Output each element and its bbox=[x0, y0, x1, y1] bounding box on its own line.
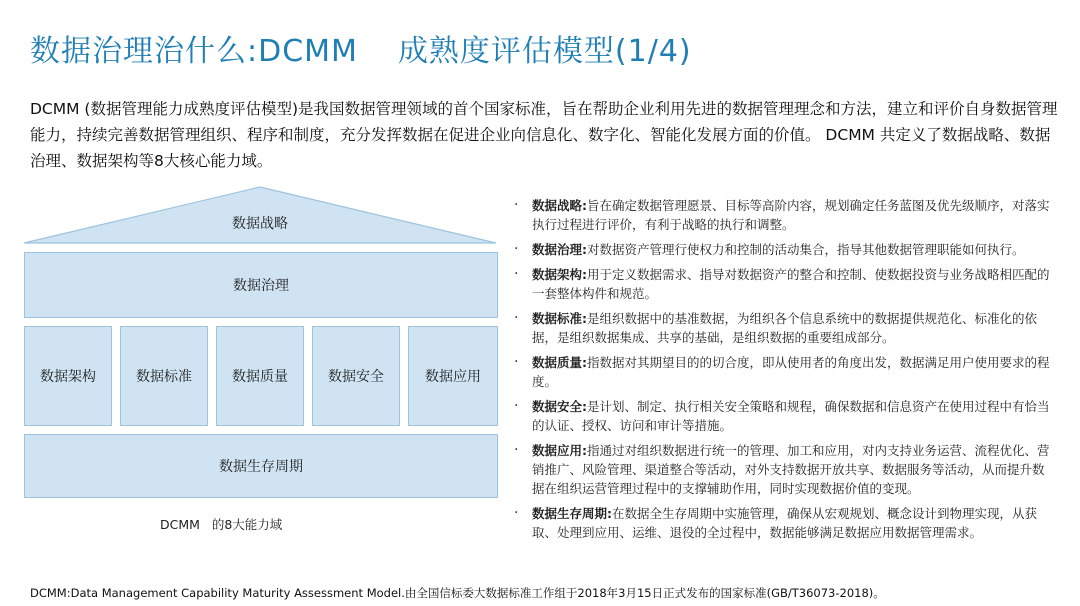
list-item bbox=[514, 441, 1050, 498]
item-name: 数据安全: bbox=[532, 399, 587, 414]
bullet: · bbox=[514, 241, 519, 257]
item-text: 是组织数据中的基准数据，为组织各个信息系统中的数据提供规范化、标准化的依据，是组织数据集成、共享的基础，是组织数据的重要组成部分。 bbox=[532, 311, 1038, 345]
page-title bbox=[30, 30, 1060, 74]
bullet: · bbox=[514, 266, 519, 282]
item-name: 数据应用: bbox=[532, 443, 587, 458]
item-text: 在数据全生存周期中实施管理，确保从宏观规划、概念设计到物理实现，从获取、处理到应用、运维、退役的全过程中，数据能够满足数据应用数据管理需求。 bbox=[532, 506, 1038, 540]
footnote: DCMM:Data Management Capability Maturity Assessment Model.由全国信标委大数据标准工作组于2018年3月15日正式发布的国家标准(GB/T36073-2018)。 bbox=[30, 586, 885, 600]
list-item bbox=[514, 265, 1050, 303]
item-text: 用于定义数据需求、指导对数据资产的整合和控制、使数据投资与业务战略相匹配的一套整体构件和规范。 bbox=[532, 267, 1050, 301]
item-name: 数据质量: bbox=[532, 355, 587, 370]
list-item bbox=[514, 353, 1050, 391]
title-part-2: 成熟度评估模型(1/4) bbox=[397, 34, 692, 69]
bullet: · bbox=[514, 197, 519, 213]
list-item bbox=[514, 240, 1050, 259]
security-box: 数据安全 bbox=[312, 326, 400, 426]
list-item bbox=[514, 397, 1050, 435]
list-item bbox=[514, 504, 1050, 542]
bullet: · bbox=[514, 505, 519, 521]
item-name: 数据生存周期: bbox=[532, 506, 612, 521]
governance-box: 数据治理 bbox=[24, 252, 498, 318]
application-box: 数据应用 bbox=[408, 326, 498, 426]
list-item bbox=[514, 309, 1050, 347]
bullet: · bbox=[514, 398, 519, 414]
quality-box: 数据质量 bbox=[216, 326, 304, 426]
list-item bbox=[514, 196, 1050, 234]
capability-definitions-list bbox=[514, 196, 1050, 548]
item-text: 旨在确定数据管理愿景、目标等高阶内容，规划确定任务蓝图及优先级顺序，对落实执行过程进行评价，有利于战略的执行和调整。 bbox=[532, 198, 1050, 232]
diagram-caption: DCMM 的8大能力域 bbox=[160, 517, 283, 532]
item-text: 是计划、制定、执行相关安全策略和规程，确保数据和信息资产在使用过程中有恰当的认证、授权、访问和审计等措施。 bbox=[532, 399, 1050, 433]
item-text: 指通过对组织数据进行统一的管理、加工和应用，对内支持业务运营、流程优化、营销推广、风险管理、渠道整合等活动，对外支持数据开放共享、数据服务等活动，从而提升数据在组织运营管理过程中的支撑辅助作用，同时实现数据价值的变现。 bbox=[532, 443, 1050, 496]
item-name: 数据战略: bbox=[532, 198, 587, 213]
title-part-1: 数据治理治什么:DCMM bbox=[30, 34, 358, 69]
strategy-label: 数据战略 bbox=[232, 216, 288, 232]
intro-paragraph: DCMM (数据管理能力成熟度评估模型)是我国数据管理领域的首个国家标准，旨在帮助企业利用先进的数据管理理念和方法，建立和评价自身数据管理能力，持续完善数据管理组织、程序和制度，充分发挥数据在促进企业向信息化、数字化、智能化发展方面的价值。 DCMM 共定义了数据战略、数据治理、数据架构等8大核心能力域。 bbox=[30, 100, 1058, 170]
standard-box: 数据标准 bbox=[120, 326, 208, 426]
lifecycle-box: 数据生存周期 bbox=[24, 434, 498, 498]
bullet: · bbox=[514, 354, 519, 370]
bullet: · bbox=[514, 442, 519, 458]
item-name: 数据治理: bbox=[532, 242, 587, 257]
item-name: 数据架构: bbox=[532, 267, 587, 282]
item-text: 对数据资产管理行使权力和控制的活动集合，指导其他数据管理职能如何执行。 bbox=[587, 242, 1025, 257]
item-name: 数据标准: bbox=[532, 311, 587, 326]
bullet: · bbox=[514, 310, 519, 326]
item-text: 指数据对其期望目的的切合度，即从使用者的角度出发，数据满足用户使用要求的程度。 bbox=[532, 355, 1050, 389]
architecture-box: 数据架构 bbox=[24, 326, 112, 426]
